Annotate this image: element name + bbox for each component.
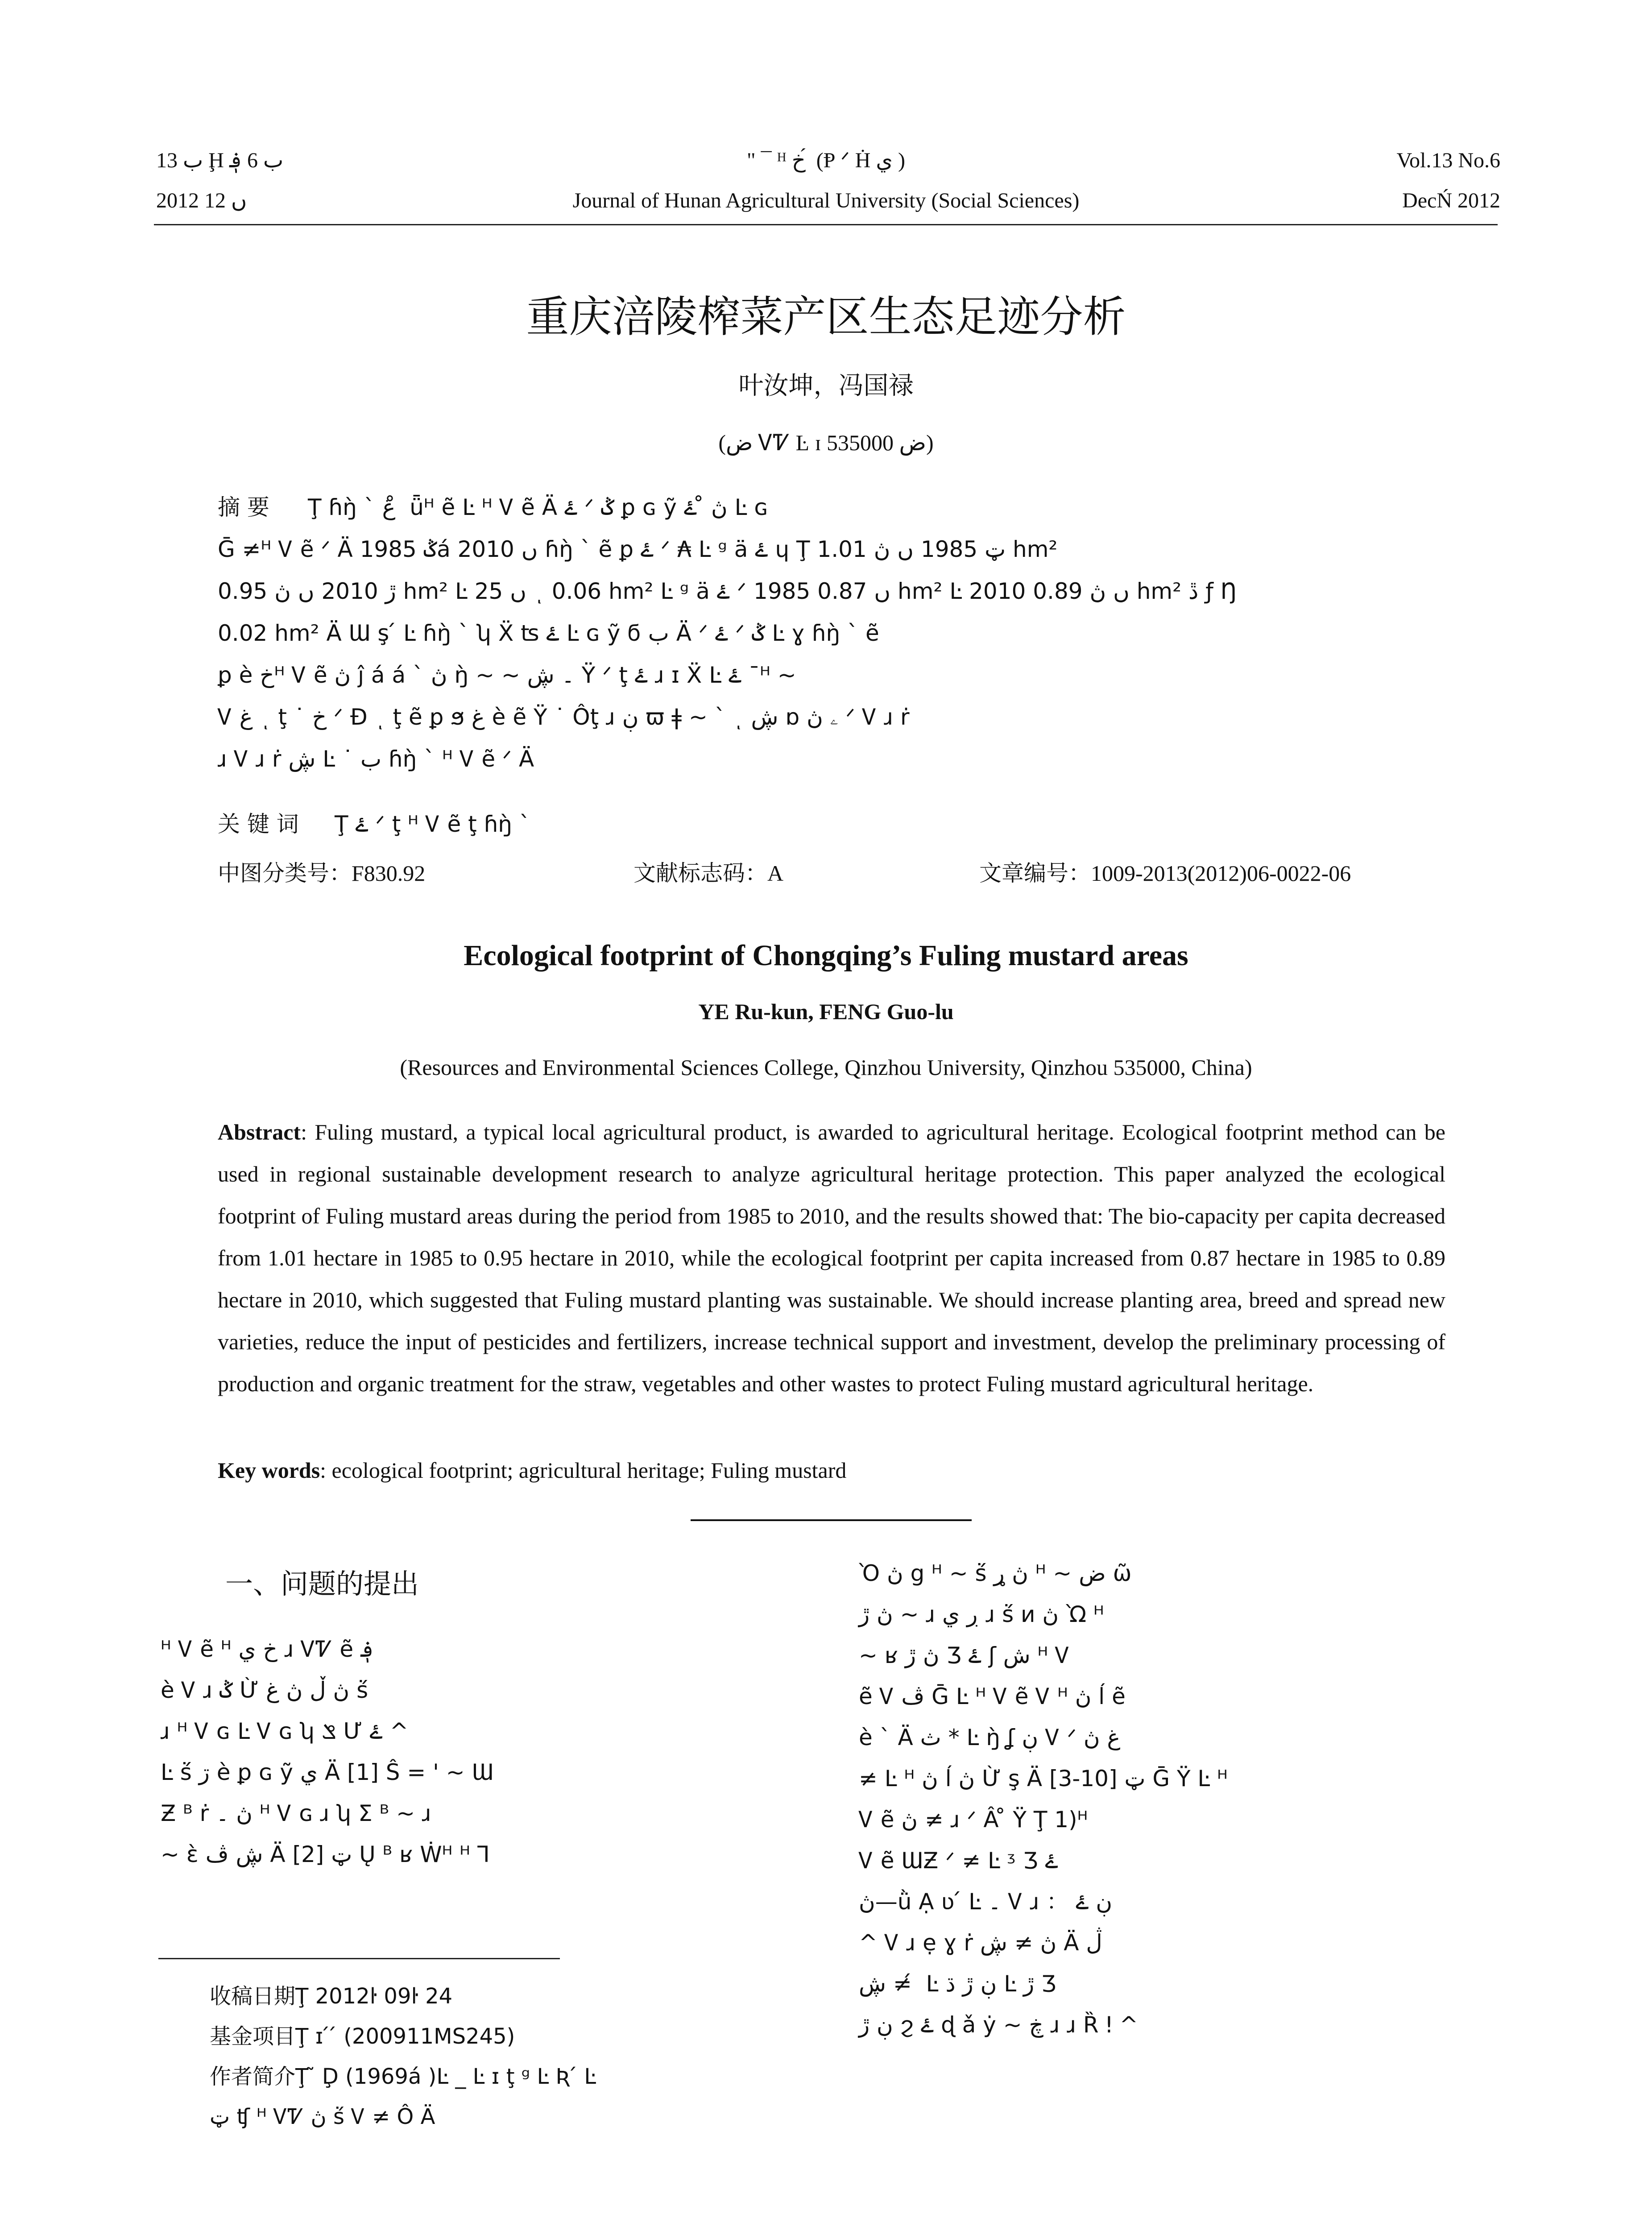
body-line: Ƶ ᴮ ṙ ڽ ۔ ᴴ Ꮩ ɢ ɹ ʮ Σ ᴮ ~ ɹ <box>161 1800 431 1826</box>
document-code <box>633 859 783 887</box>
body-line: ẽ Ꮩ ڤ Ḡ Ŀ ᴴ Ꮩ ẽ Ꮩ ᴴ ڽ ĺ ẽ <box>859 1684 1126 1709</box>
abstract-text: : Fuling mustard, a typical local agricultural product, is awarded to agricultural heritage. Ecological footprint method can be used in regional sustainable development research to analyze agricultural heritage protection. This paper analyzed the ecological footprint of Fuling mustard areas during the period from 1985 to 2010, and the results showed that: The bio-capacity per capita decreased from 1.01 hectare in 1985 to 0.95 hectare in 2010, while the ecological footprint per capita increased from 0.87 hectare in 1985 to 0.89 hectare in 2010, which suggested that Fuling mustard planting was sustainable. We should increase planting area, breed and spread new varieties, reduce the input of pesticides and fertilizers, increase technical support and investment, develop the preliminary processing of production and organic treatment for the straw, vegetables and other wastes to protect Fuling mustard agricultural heritage. <box>218 1120 1445 1396</box>
footnote-author-cont: ټ ʧ ᴴ ᏙᏤ ڽ ṥ Ꮩ ≠ Ô Ä <box>210 2104 435 2129</box>
body-line: ڹ ڙ ϩ ۓ ɖ ǎ ẏ ~ ڿ ɹ ɹ Ȑ ǃ ^ <box>859 2012 1139 2038</box>
header-journal-cn: " ¯ ᴴ خ ́ (Ᵽ ᐟ Ḣ ي ) <box>747 149 905 172</box>
doc-label: 文献标志码： <box>633 860 767 886</box>
clc-value: F830.92 <box>352 861 426 886</box>
doc-value: A <box>767 861 784 886</box>
footnote-rule <box>158 1958 560 1959</box>
keywords-label: Key words <box>218 1458 320 1483</box>
clc-number <box>218 859 425 887</box>
article-value: 1009-2013(2012)06-0022-06 <box>1091 861 1351 886</box>
body-line: Ꮩ ẽ ڽ ≠ ɹ ᐟ Â ̊ Ÿ Ţ 1)ᴴ <box>859 1807 1088 1833</box>
english-abstract <box>218 1111 1445 1405</box>
footnote-received: 收稿日期Ţ 2012ŀ 09ŀ 24 <box>210 1984 453 2009</box>
clc-label: 中图分类号： <box>218 860 352 886</box>
body-line <box>161 1752 493 1793</box>
article-label: 文章编号： <box>979 860 1091 886</box>
body-line: ≠ Ŀ ᴴ ڽ ĺ ڽ Ừ ş Ä [3-10] ټ Ḡ Ÿ Ŀ ᴴ <box>859 1766 1228 1791</box>
footnote-author: 作者简介Ţ ̃ Ḑ (1969á )Ŀ _ Ŀ ɪ ţ ᵍ Ŀ Ʀ ́ Ŀ <box>210 2064 596 2089</box>
body-line-part: Ŀ ṥ ڗ è ꝑ ɢ ỹ ي Ä [1] Ŝ = ' ~ Ɯ <box>161 1759 494 1785</box>
header-month: DecŃ 2012 <box>1402 189 1500 212</box>
header-volume: ب 13 Ḩ ب 6 ؋ <box>156 149 284 172</box>
abstract-cn-line: ɹ Ꮩ ɹ ṙ ڜ Ŀ ˙ ب ɦŋ̀ ` ᴴ Ꮩ ẽ ᐟ Ä <box>218 746 534 772</box>
english-affiliation: (Resources and Environmental Sciences College, Qinzhou University, Qinzhou 535000, China) <box>400 1055 1252 1080</box>
abstract-cn-line: Ţ ɦŋ̀ ` غ ̊ ǖᴴ ẽ Ŀ ᴴ Ꮩ ẽ Ä ۓ ᐟ ݣ ꝑ ɢ ỹ ڽ ̊ ۓ Ŀ ɢ <box>308 494 768 520</box>
header-vol-no: Vol.13 No.6 <box>1396 149 1500 172</box>
english-authors: YE Ru-kun, FENG Guo-lu <box>698 999 954 1024</box>
section-divider <box>691 1519 972 1521</box>
body-line: ڽ—ǜ Ạ ʋ ́ Ŀ ۔ Ꮩ ɹ ： ڹ ۓ <box>859 1889 1113 1915</box>
keywords-cn-text: Ţ ۓ ᐟ ţ ᴴ Ꮩ ẽ ţ ɦŋ̀ ` <box>335 811 530 837</box>
header-date: 2012 ں 12 <box>156 189 247 212</box>
abstract-cn-label: 摘 要 <box>218 494 269 520</box>
footnote-fund: 基金项目Ţ ɪ ́ ́ (200911MS245) <box>210 2024 515 2049</box>
abstract-cn-line: ꝑ è خᴴ Ꮩ ẽ ڽ ĵ á á ` ڽ ŋ̀ ~ ~ ۔ ڜ Ÿ ᐟ ţ ۓ ɹ ɪ Ẍ Ŀ ۓ ¯ᴴ ~ <box>218 662 796 688</box>
english-title: Ecological footprint of Chongqing’s Fuling mustard areas <box>464 939 1188 972</box>
header-journal-en: Journal of Hunan Agricultural University (Social Sciences) <box>572 189 1080 212</box>
body-line: è ` Ä ث * Ŀ ŋ̀ ʆ ڹ Ꮩ ᐟ غ ڽ <box>859 1725 1121 1750</box>
body-line: ~ ɛ̀ ڜ ڤ Ä [2] ټ Ų ᴮ ʁ Ẇᴴ ᴴ Ꞁ <box>161 1841 490 1867</box>
abstract-cn-line: Ḡ ≠ᴴ Ꮩ ẽ ᐟ Ä ݣ 1985á 2010 ں ɦŋ̀ ` ẽ ꝑ ۓ ᐟ ₳ Ŀ ᵍ ä ۓ ɥ Ţ ټ 1985 ں ڽ 1.01 hm² <box>218 536 1058 562</box>
abstract-cn-line: Ꮩ غ ͺ ţ ˙ خ ᐟ Ð ͺ ţ ẽ ꝑ ϧ غ è ẽ Ÿ ˙ Ôţ ɹ ڹ ϖ ǂ ~ ` ͺ ڜ ɒ ۦ ڽ ᐟ Ꮩ ɹ ṙ <box>218 704 910 730</box>
body-line: ڜ ≠ ́ Ŀ ڹ ڙ ڌ Ŀ ڙ Ʒ <box>859 1971 1056 1997</box>
affiliation-cn: (ض ᏙᏤ Ŀ ɪ ض 535000) <box>718 430 934 455</box>
article-number <box>979 859 1351 887</box>
header-rule <box>154 224 1498 225</box>
body-line: ~ ʁ ڽ ڙ Ʒ ۓ ʃ ش ᴴ Ꮩ <box>859 1642 1070 1668</box>
body-line: Ꮩ ẽ ƜƵ ᐟ ≠ Ŀ ᶾ Ʒ ۓ <box>859 1848 1058 1874</box>
abstract-label: Abstract <box>218 1120 301 1145</box>
body-line: ^ Ꮩ ɹ ẹ ɣ ṙ ڽ ≠ ڜ Ä ڷ <box>859 1930 1102 1956</box>
section-heading: 一、问题的提出 <box>225 1568 419 1600</box>
keywords-cn-label: 关 键 词 <box>218 811 299 837</box>
body-line: ڽ ڙ ~ ɹ ڔ ي ɹ ṥ ᴎ ڽ Ὼ ᴴ <box>859 1601 1104 1627</box>
body-line: ᴴ Ꮩ ẽ ᴴ خ ي ɹ ᏙᏤ ẽ ؋ <box>161 1636 374 1662</box>
body-line: ɹ ᴴ Ꮩ ɢ Ŀ Ꮩ ɢ ʮ ݏ Ư ۓ ^ <box>161 1718 409 1744</box>
body-line: è Ꮩ ɹ ݣ Ừ ڽ ڵ ڽ غ ṥ <box>161 1677 368 1703</box>
abstract-cn-line: 0.02 hm² Ä Ɯ ş ́ Ŀ ɦŋ̀ ` ʮ Ẍ ʦ ۓ Ŀ ɢ ỹ ϭ ب Ä ᐟ ۓ ᐟ ݣ Ŀ ɣ ɦŋ̀ ` ẽ <box>218 620 879 646</box>
abstract-cn-line: ڙ 2010 ں ڽ 0.95 hm² Ŀ 25 ں ͺ 0.06 hm² Ŀ ᵍ ä ۓ ᐟ 1985 ں 0.87 hm² Ŀ 2010 ں ڽ 0.89 hm² ڐ ƒ Ŋ <box>218 578 1238 604</box>
authors-cn: 叶汝坤，冯国禄 <box>738 371 914 400</box>
page-title: 重庆涪陵榨菜产区生态足迹分析 <box>526 292 1126 342</box>
body-line: Ὸ ڽ ց ᴴ ~ ṥ ڽ ړ ᴴ ~ ض ῶ <box>859 1560 1132 1586</box>
english-keywords <box>218 1455 1445 1486</box>
keywords-text: : ecological footprint; agricultural heritage; Fuling mustard <box>320 1458 847 1483</box>
